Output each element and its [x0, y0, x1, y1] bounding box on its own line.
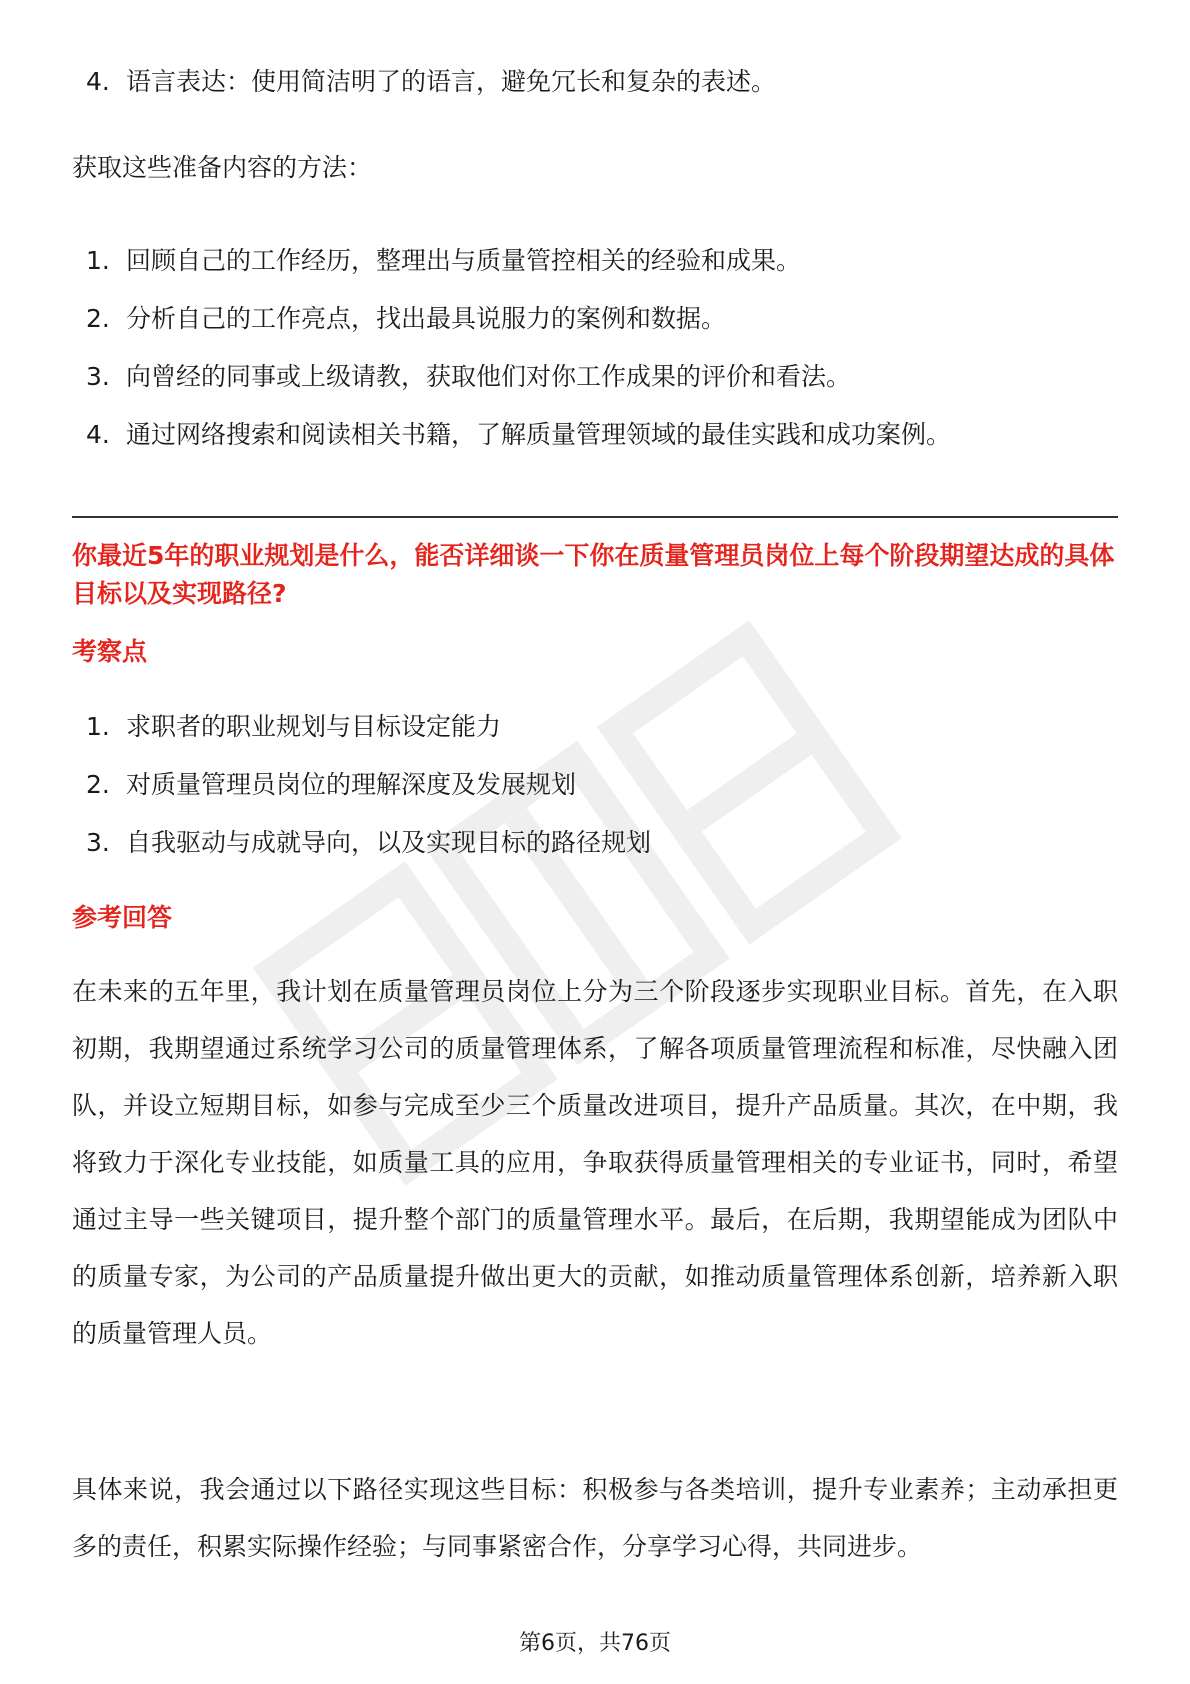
list-item [72, 53, 1118, 111]
list-number: 2. [86, 304, 110, 333]
preparation-list-tail [72, 53, 1118, 111]
list-text: 语言表达：使用简洁明了的语言，避免冗长和复杂的表述。 [126, 67, 777, 96]
list-text: 向曾经的同事或上级请教，获取他们对你工作成果的评价和看法。 [126, 362, 852, 391]
section-divider [72, 516, 1118, 518]
list-item [72, 290, 1118, 348]
list-number: 4. [86, 420, 110, 449]
list-number: 1. [86, 712, 110, 741]
answer-paragraph: 具体来说，我会通过以下路径实现这些目标：积极参与各类培训，提升专业素养；主动承担更多的责任，积累实际操作经验；与同事紧密合作，分享学习心得，共同进步。 [72, 1475, 1118, 1561]
list-item [72, 698, 1118, 756]
methods-list [72, 232, 1118, 464]
methods-intro: 获取这些准备内容的方法： [72, 153, 373, 182]
inspection-list [72, 698, 1118, 872]
list-item [72, 232, 1118, 290]
list-text: 求职者的职业规划与目标设定能力 [126, 712, 502, 741]
list-item [72, 406, 1118, 464]
page-number: 第6页，共76页 [519, 1631, 671, 1656]
answer-heading: 参考回答 [72, 903, 173, 932]
interview-question: 你最近5年的职业规划是什么，能否详细谈一下你在质量管理员岗位上每个阶段期望达成的具体目标以及实现路径? [72, 541, 1115, 608]
list-text: 通过网络搜索和阅读相关书籍，了解质量管理领域的最佳实践和成功案例。 [126, 420, 952, 449]
list-number: 1. [86, 246, 110, 275]
list-number: 3. [86, 362, 110, 391]
list-number: 4. [86, 67, 110, 96]
list-text: 对质量管理员岗位的理解深度及发展规划 [126, 770, 577, 799]
list-text: 回顾自己的工作经历，整理出与质量管控相关的经验和成果。 [126, 246, 802, 275]
list-item [72, 756, 1118, 814]
list-number: 2. [86, 770, 110, 799]
list-item [72, 814, 1118, 872]
list-text: 自我驱动与成就导向，以及实现目标的路径规划 [126, 828, 652, 857]
list-item [72, 348, 1118, 406]
inspection-heading: 考察点 [72, 637, 148, 666]
list-text: 分析自己的工作亮点，找出最具说服力的案例和数据。 [126, 304, 727, 333]
list-number: 3. [86, 828, 110, 857]
answer-paragraph: 在未来的五年里，我计划在质量管理员岗位上分为三个阶段逐步实现职业目标。首先，在入职初期，我期望通过系统学习公司的质量管理体系，了解各项质量管理流程和标准，尽快融入团队，并设立短期目标，如参与完成至少三个质量改进项目，提升产品质量。其次，在中期，我将致力于深化专业技能，如质量工具的应用，争取获得质量管理相关的专业证书，同时，希望通过主导一些关键项目，提升整个部门的质量管理水平。最后，在后期，我期望能成为团队中的质量专家，为公司的产品质量提升做出更大的贡献，如推动质量管理体系创新，培养新入职的质量管理人员。 [72, 977, 1118, 1348]
